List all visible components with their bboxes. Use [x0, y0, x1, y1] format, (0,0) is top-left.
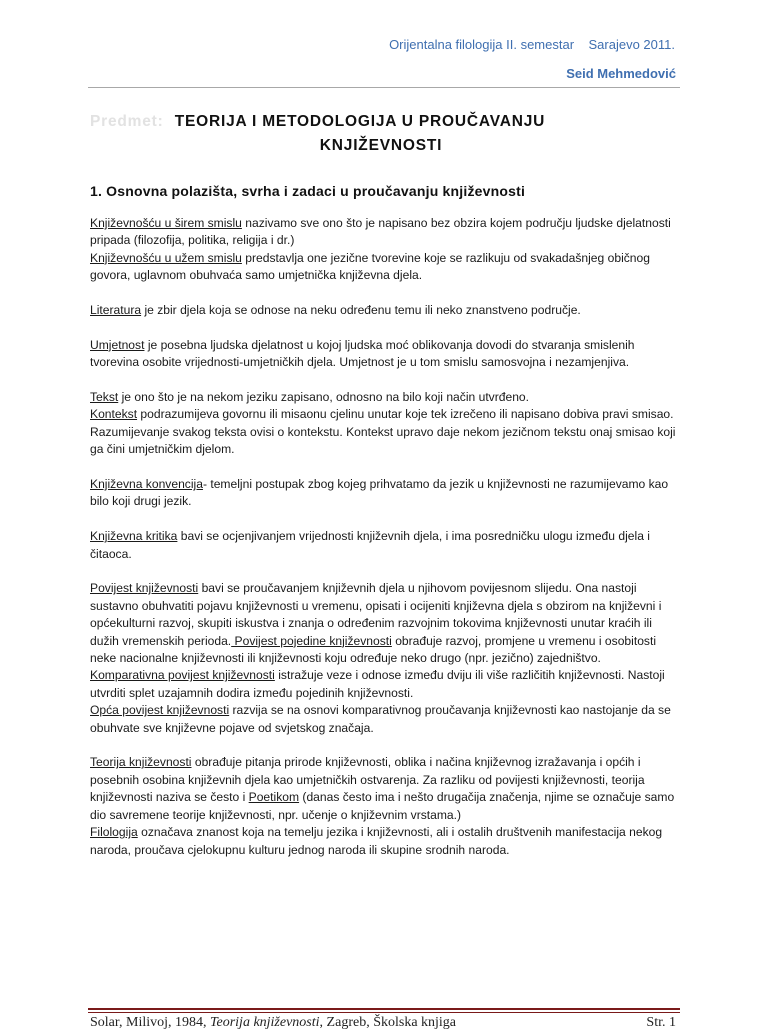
definition-text: bavi se ocjenjivanjem vrijednosti književnih djela, i ima posredničku ulogu između djela i čitaoca. — [90, 529, 650, 561]
definition-text: - temeljni postupak zbog kojeg prihvatamo da jezik u književnosti ne razumijevamo kao bilo koji drugi jezik. — [90, 477, 669, 509]
term: Književna kritika — [90, 529, 178, 544]
definition-text: istražuje veze i odnose između dviju ili više različitih književnosti. Nastoji utvrditi splet uzajamnih dodira između pojedinih književnosti. — [90, 668, 665, 700]
footer-citation — [90, 1015, 456, 1031]
term: Književnošću u užem smislu — [90, 250, 242, 265]
term: Kontekst — [90, 407, 138, 422]
subject-label: Predmet: — [90, 113, 164, 130]
paragraph-kontekst — [90, 406, 680, 458]
paragraph-siri-smisao — [90, 215, 680, 250]
spacer — [90, 319, 680, 336]
title-line-1: TEORIJA I METODOLOGIJA U PROUČAVANJU — [174, 113, 546, 130]
definition-text: (danas često ima i nešto drugačija značenja, njime se označuje samo dio savremene teorije književnosti, npr. učenje o književnim vrstama.) — [90, 790, 675, 822]
definition-text: je posebna ljudska djelatnost u kojoj ljudska moć oblikovanja dovodi do stvaranja smislenih tvorevina osobite vrijednosti-umjetničkih djela. Umjetnost je u tom smislu samosvojna i nezamjenjiva. — [90, 337, 635, 370]
spacer — [90, 737, 680, 754]
term: Opća povijest književnosti — [90, 703, 230, 718]
spacer — [90, 511, 680, 528]
paragraph-tekst — [90, 389, 680, 406]
definition-text: bavi se proučavanjem književnih djela u njihovom povijesnom slijedu. Ona nastoji sustavno obuhvatiti pojavu književnosti u vremenu, opisati i ocijeniti književna djela s obzirom na književni i općekulturni razvoj, skupiti iskustva i znanja o određenim razvojnim tokovima književnosti unutar kraćih ili dužih vremenskih perioda. — [90, 581, 662, 648]
header-divider — [88, 87, 680, 88]
definition-text: je zbir djela koja se odnose na neku određenu temu ili neko znanstveno područje. — [141, 303, 581, 318]
definition-text: nazivamo sve ono što je napisano bez obzira kojem području ljudske djelatnosti pripada (filozofija, politika, religija i dr.) — [90, 216, 671, 248]
paragraph-opca — [90, 702, 680, 737]
definition-text: podrazumijeva govornu ili misaonu cjelinu unutar koje tek izrečeno ili napisano dobiva pravi smisao. Razumijevanje svakog teksta ovisi o kontekstu. Kontekst upravo daje nekom jezičnom tekstu onaj smisao koji ga čini umjetničkim djelom. — [90, 407, 676, 457]
paragraph-uzi-smisao — [90, 250, 680, 285]
term: Umjetnost — [90, 337, 145, 352]
term: Literatura — [90, 303, 142, 318]
term: Tekst — [90, 390, 119, 405]
document-title — [88, 113, 680, 155]
definition-text: je ono što je na nekom jeziku zapisano, odnosno na bilo koji način utvrđeno. — [118, 390, 530, 405]
term: Filologija — [90, 825, 138, 840]
spacer — [90, 563, 680, 580]
paragraph-komparativna — [90, 667, 680, 702]
term: Književnošću u širem smislu — [90, 216, 242, 230]
citation-prefix: Solar, Milivoj, 1984, — [90, 1015, 210, 1030]
term: Književna konvencija — [90, 477, 203, 492]
title-row-1 — [88, 113, 680, 131]
page-number: Str. 1 — [646, 1015, 676, 1030]
paragraph-teorija — [90, 754, 680, 824]
paragraph-literatura — [90, 302, 680, 319]
spacer — [90, 372, 680, 389]
term: Teorija književnosti — [90, 755, 192, 770]
paragraph-konvencija — [90, 476, 680, 511]
definition-text: obrađuje razvoj, promjene u vremenu i osobitosti neke nacionalne književnosti ili književnosti koju određuje neko drugo (npr. jezično) zajedništvo. — [90, 633, 657, 666]
header-course-line — [389, 37, 675, 52]
paragraph-umjetnost — [90, 337, 680, 372]
definition-text: razvija se na osnovi komparativnog proučavanja književnosti kao nastojanje da se obuhvate sve književne pojave od svjetskog značaja. — [90, 703, 671, 735]
footer-divider-thin — [88, 1012, 680, 1013]
paragraph-povijest — [90, 580, 680, 667]
definition-text: predstavlja one jezične tvorevine koje se razlikuju od svakadašnjeg običnog govora, uglavnom obuhvaća samo umjetnička književna djela. — [90, 250, 650, 283]
spacer — [90, 459, 680, 476]
document-body — [90, 215, 680, 859]
definition-text: obrađuje pitanja prirode književnosti, oblika i načina književnog izražavanja i općih i posebnih osobina književnih djela kao umjetničkih ostvarenja. Za razliku od povijesti književnosti, teorija književnosti naziva se često i — [90, 755, 645, 805]
section-heading: 1. Osnovna polazišta, svrha i zadaci u proučavanju književnosti — [90, 183, 526, 199]
paragraph-filologija — [90, 824, 680, 859]
header-author: Seid Mehmedović — [566, 66, 676, 81]
term: Poetikom — [248, 790, 300, 805]
term: Povijest književnosti — [90, 581, 199, 596]
citation-suffix: , Zagreb, Školska knjiga — [319, 1015, 457, 1030]
definition-text: označava znanost koja na temelju jezika i književnosti, ali i ostalih društvenih manifestacija nekog naroda, proučava cjelokupnu kulturu jednog naroda ili skupine srodnih naroda. — [90, 825, 663, 857]
title-line-2: KNJIŽEVNOSTI — [319, 137, 443, 154]
citation-title: Teorija književnosti — [210, 1015, 320, 1030]
term: Povijest pojedine književnosti — [231, 633, 392, 648]
paragraph-kritika — [90, 528, 680, 563]
term: Komparativna povijest književnosti — [90, 668, 275, 683]
footer-divider — [88, 1008, 680, 1010]
header-location-year: Sarajevo 2011. — [588, 37, 675, 52]
header-course: Orijentalna filologija II. semestar — [389, 37, 575, 52]
spacer — [90, 285, 680, 302]
